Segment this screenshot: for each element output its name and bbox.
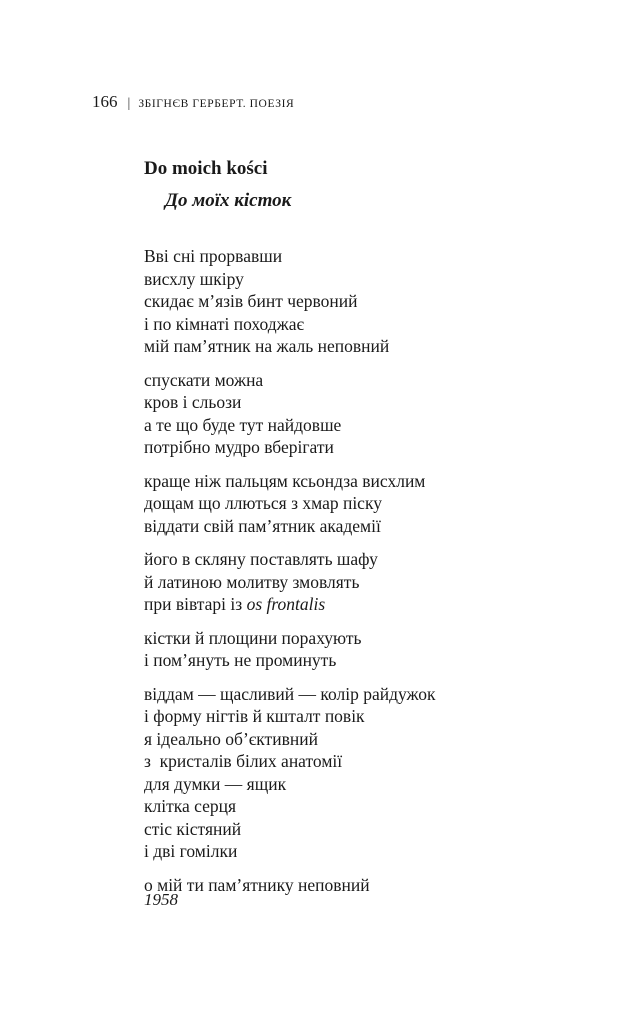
page-number: 166: [92, 92, 118, 111]
poem-line: потрібно мудро вберігати: [144, 437, 334, 457]
poem-line: а те що буде тут найдовше: [144, 414, 342, 435]
poem-line: Вві сні прорвавши: [144, 246, 283, 266]
poem-line: висхлу шкіру: [144, 268, 244, 289]
stanza-6: [144, 683, 435, 863]
poem-line: і дві гомілки: [144, 841, 238, 861]
poem-line: спускати можна: [144, 369, 264, 390]
poem-line: віддати свій пам’ятник академії: [144, 515, 381, 536]
poem-year: 1958: [144, 890, 178, 909]
poem-line: стіс кістяний: [144, 818, 242, 839]
stanza-2: [144, 369, 435, 459]
stanza-4: [144, 548, 435, 616]
header-separator: |: [127, 96, 131, 111]
poem-original-title: Do moich kości: [144, 158, 268, 179]
poem-body: [144, 245, 435, 907]
latin-term: os frontalis: [246, 594, 326, 614]
poem-line: скидає м’язів бинт червоний: [144, 291, 358, 311]
poem-line: і по кімнаті походжає: [144, 313, 305, 334]
poem-line: для думки — ящик: [144, 773, 287, 794]
stanza-3: [144, 470, 435, 538]
poem-line: о мій ти пам’ятнику неповний: [144, 874, 370, 895]
stanza-1: [144, 245, 435, 358]
poem-line: й латиною молитву змовлять: [144, 571, 360, 592]
poem-line: кістки й площини порахують: [144, 627, 362, 648]
running-head: [92, 92, 294, 112]
stanza-7: [144, 874, 435, 897]
poem-line: і пом’януть не проминуть: [144, 650, 337, 670]
poem-translated-title: До моїх кісток: [165, 190, 292, 211]
poem-line: мій пам’ятник на жаль неповний: [144, 336, 390, 356]
poem-line-mixed: [144, 593, 435, 616]
book-title: ЗБІГНЄВ ГЕРБЕРТ. ПОЕЗІЯ: [138, 98, 295, 110]
poem-line: з кристалів білих анатомії: [144, 751, 343, 771]
poem-line: я ідеально об’єктивний: [144, 728, 318, 749]
poem-line: дощам що ллються з хмар піску: [144, 493, 382, 513]
stanza-5: [144, 627, 435, 672]
poem-line: його в скляну поставлять шафу: [144, 549, 378, 569]
poem-line: віддам — щасливий — колір райдужок: [144, 683, 436, 704]
line-text: при вівтарі із: [144, 594, 247, 614]
poem-line: краще ніж пальцям ксьондза висхлим: [144, 470, 426, 491]
poem-line: клітка серця: [144, 796, 237, 816]
poem-line: і форму нігтів й кшталт повік: [144, 706, 365, 726]
poem-line: кров і сльози: [144, 392, 242, 412]
